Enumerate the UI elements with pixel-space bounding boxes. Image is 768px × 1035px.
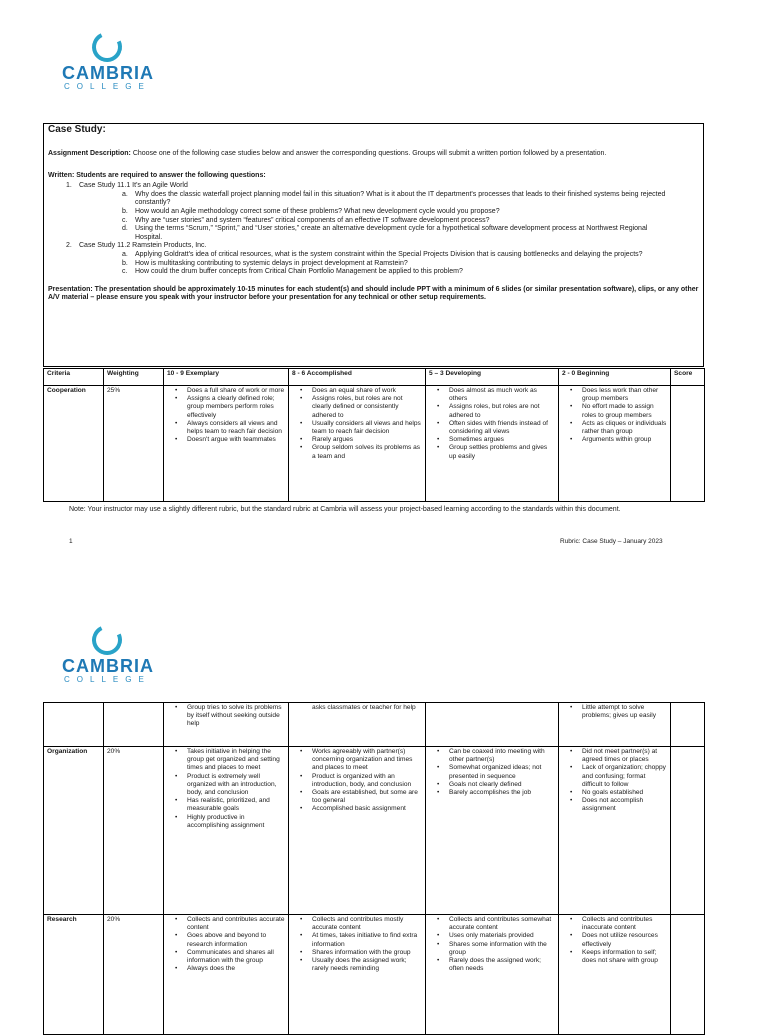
rubric-header-4: 5 – 3 Developing [426, 369, 559, 386]
bullet-item: • Group settles problems and gives up easily [429, 444, 555, 460]
bullet-item: • Does an equal share of work [292, 387, 422, 395]
developing-cell [426, 915, 559, 1035]
footer-title: Rubric: Case Study – January 2023 [560, 538, 663, 545]
question-text: How is multitasking contributing to systemic delays in project development at Ramstein? [135, 259, 408, 267]
beginning-cell [559, 915, 671, 1035]
bullet-item: • Does almost as much work as others [429, 387, 555, 403]
score-cell[interactable] [671, 385, 705, 501]
bullet-item: • Barely accomplishes the job [429, 789, 555, 797]
college-logo-page2 [62, 625, 154, 684]
bullet-item: • Somewhat organized ideas; not presented in sequence [429, 764, 555, 780]
question-letter: a. [122, 190, 128, 198]
bullet-item: • Group seldom solves its problems as a team and [292, 444, 422, 460]
weighting-cell: 20% [104, 747, 164, 915]
question-item [79, 225, 703, 242]
list-number: 1. [66, 182, 72, 190]
score-cell[interactable] [671, 703, 705, 747]
bullet-item: • Can be coaxed into meeting with other partner(s) [429, 748, 555, 764]
rubric-header-row [44, 369, 705, 386]
exemplary-cell [164, 915, 289, 1035]
bullet-list [167, 748, 285, 830]
bullet-item: • Goals are established, but some are too general [292, 789, 422, 805]
bullet-item: • Collects and contributes somewhat accurate content [429, 916, 555, 932]
question-letter: b. [122, 207, 128, 215]
bullet-item: • Shares some information with the group [429, 941, 555, 957]
bullet-item: • Does less work than other group members [562, 387, 667, 403]
bullet-item: • Often sides with friends instead of considering all views [429, 420, 555, 436]
bullet-item: • No goals established [562, 789, 667, 797]
bullet-list [167, 387, 285, 444]
developing-cell [426, 747, 559, 915]
bullet-list [429, 387, 555, 461]
bullet-list [292, 387, 422, 461]
developing-cell [426, 385, 559, 501]
bullet-list [167, 916, 285, 973]
case-study-box [43, 123, 704, 367]
logo-wordmark: CAMBRIA [62, 656, 154, 676]
bullet-item: • Sometimes argues [429, 436, 555, 444]
criteria-cell: Research [44, 915, 104, 1035]
bullet-item: • Collects and contributes mostly accurate content [292, 916, 422, 932]
bullet-item: • Collects and contributes accurate content [167, 916, 285, 932]
question-letter: c. [122, 216, 128, 224]
case-study-title: Case Study: [48, 124, 106, 135]
bullet-list [429, 916, 555, 973]
written-heading: Written: Students are required to answer the following questions: [48, 171, 266, 179]
bullet-item: • Product is organized with an introduction, body, and conclusion [292, 773, 422, 789]
bullet-item: • Group tries to solve its problems by itself without seeking outside help [167, 704, 285, 729]
accomplished-cell [289, 915, 426, 1035]
bullet-list [562, 387, 667, 444]
score-cell[interactable] [671, 747, 705, 915]
criteria-cell: Organization [44, 747, 104, 915]
bullet-item: • Doesn't argue with teammates [167, 436, 285, 444]
bullet-item: • No effort made to assign roles to group members [562, 403, 667, 419]
rubric-row-cooperation-continued [44, 703, 705, 747]
beginning-cell [559, 703, 671, 747]
question-text: Why are “user stories” and system “features” critical components of an effective IT software development process? [135, 216, 490, 224]
bullet-item: • Does a full share of work or more [167, 387, 285, 395]
logo-mark-icon [88, 28, 126, 66]
bullet-item: • Usually does the assigned work; rarely needs reminding [292, 957, 422, 973]
weighting-cell: 25% [104, 385, 164, 501]
bullet-item: • At times, takes initiative to find extra information [292, 932, 422, 948]
question-letter: b. [122, 259, 128, 267]
case-study-list [44, 182, 703, 277]
accomplished-cell: asks classmates or teacher for help [289, 703, 426, 747]
rubric-header-5: 2 - 0 Beginning [559, 369, 671, 386]
bullet-item: • Usually considers all views and helps team to reach fair decision [292, 420, 422, 436]
question-text: How would an Agile methodology correct some of these problems? What new development cycle would you propose? [135, 207, 500, 215]
question-letter: a. [122, 250, 128, 258]
bullet-list [562, 916, 667, 965]
bullet-item: • Assigns a clearly defined role; group members perform roles effectively [167, 395, 285, 420]
exemplary-cell [164, 703, 289, 747]
question-item [79, 260, 703, 269]
exemplary-cell [164, 385, 289, 501]
exemplary-cell [164, 747, 289, 915]
rubric-header-0: Criteria [44, 369, 104, 386]
bullet-item: • Acts as cliques or individuals rather than group [562, 420, 667, 436]
question-item [79, 251, 703, 260]
rubric-row-cooperation [44, 385, 705, 501]
question-letter: c. [122, 268, 128, 276]
weighting-cell: 20% [104, 915, 164, 1035]
bullet-item: • Goals not clearly defined [429, 781, 555, 789]
weighting-cell [104, 703, 164, 747]
bullet-item: • Assigns roles, but roles are not adhered to [429, 403, 555, 419]
bullet-item: • Shares information with the group [292, 949, 422, 957]
bullet-list [562, 704, 667, 720]
accomplished-cell [289, 747, 426, 915]
bullet-item: • Communicates and shares all information with the group [167, 949, 285, 965]
logo-wordmark: CAMBRIA [62, 63, 154, 83]
bullet-item: • Lack of organization; choppy and confusing; format difficult to follow [562, 764, 667, 789]
bullet-item: • Uses only materials provided [429, 932, 555, 940]
bullet-item: • Does not utilize resources effectively [562, 932, 667, 948]
bullet-item: • Takes initiative in helping the group get organized and setting times and places to meet [167, 748, 285, 773]
bullet-list [167, 704, 285, 729]
rubric-row-organization [44, 747, 705, 915]
question-letter: d. [122, 225, 128, 233]
bullet-list [429, 748, 555, 797]
bullet-item: • Little attempt to solve problems; gives up easily [562, 704, 667, 720]
case-study-item [44, 242, 703, 276]
bullet-item: • Goes above and beyond to research information [167, 932, 285, 948]
bullet-list [292, 748, 422, 814]
bullet-item: • Has realistic, prioritized, and measurable goals [167, 797, 285, 813]
rubric-header-2: 10 - 9 Exemplary [164, 369, 289, 386]
bullet-item: • Works agreeably with partner(s) concerning organization and times and places to meet [292, 748, 422, 773]
question-text: Why does the classic waterfall project planning model fail in this situation? What is it about the IT department's processes that leads to their finished systems being rejected constantly? [135, 190, 666, 207]
question-item [79, 268, 703, 277]
question-text: How could the drum buffer concepts from Critical Chain Portfolio Management be applied to this problem? [135, 268, 463, 276]
case-study-title: Case Study 11.2 Ramstein Products, Inc. [79, 242, 207, 250]
beginning-cell [559, 747, 671, 915]
question-item [79, 208, 703, 217]
bullet-item: • Rarely argues [292, 436, 422, 444]
criteria-cell: Cooperation [44, 385, 104, 501]
bullet-item: • Does not accomplish assignment [562, 797, 667, 813]
beginning-cell [559, 385, 671, 501]
rubric-table-continued [43, 702, 705, 1035]
developing-cell [426, 703, 559, 747]
bullet-item: • Collects and contributes inaccurate content [562, 916, 667, 932]
rubric-table [43, 368, 705, 502]
rubric-header-1: Weighting [104, 369, 164, 386]
page-number: 1 [69, 538, 73, 545]
question-item [79, 191, 703, 208]
bullet-item: • Accomplished basic assignment [292, 805, 422, 813]
bullet-list [562, 748, 667, 814]
bullet-item: • Did not meet partner(s) at agreed times or places [562, 748, 667, 764]
criteria-cell [44, 703, 104, 747]
list-number: 2. [66, 242, 72, 250]
accomplished-cell [289, 385, 426, 501]
bullet-item: • Highly productive in accomplishing assignment [167, 814, 285, 830]
bullet-item: • Always does the [167, 965, 285, 973]
bullet-item: • Always considers all views and helps team to reach fair decision [167, 420, 285, 436]
rubric-header-3: 8 - 6 Accomplished [289, 369, 426, 386]
logo-subtitle: COLLEGE [64, 82, 151, 91]
college-logo [62, 32, 154, 91]
case-study-title: Case Study 11.1 It's an Agile World [79, 182, 188, 190]
rubric-note: Note: Your instructor may use a slightly different rubric, but the standard rubric at Cambria will assess your project-based learning according to the standards within this document. [69, 506, 621, 513]
bullet-list [292, 916, 422, 973]
bullet-item: • Keeps information to self; does not share with group [562, 949, 667, 965]
bullet-item: • Rarely does the assigned work; often needs [429, 957, 555, 973]
question-item [79, 217, 703, 226]
bullet-item: • Assigns roles, but roles are not clearly defined or consistently adhered to [292, 395, 422, 420]
rubric-row-research [44, 915, 705, 1035]
bullet-item: • Arguments within group [562, 436, 667, 444]
logo-subtitle: COLLEGE [64, 675, 151, 684]
assignment-description: Assignment Description: Choose one of the following case studies below and answer the corresponding questions. Groups will submit a written portion followed by a presentation. [48, 150, 607, 157]
case-study-item [44, 182, 703, 242]
question-text: Using the terms “Scrum,” “Sprint,” and “User stories,” create an alternative development cycle for a hypothetical software development process at Northwest Regional Hospital. [135, 225, 648, 241]
question-text: Applying Goldratt's idea of critical resources, what is the system constraint within the Special Projects Division that is causing bottlenecks and delaying the projects? [135, 250, 643, 258]
logo-mark-icon [88, 621, 126, 659]
presentation-requirements: Presentation: The presentation should be approximately 10-15 minutes for each student(s) and should include PPT with a minimum of 6 slides (or similar presentation software), clips, or any other A/V material – please ensure you speak with your instructor before your presentation for any technical or other setup requirements. [48, 285, 699, 302]
rubric-header-6: Score [671, 369, 705, 386]
score-cell[interactable] [671, 915, 705, 1035]
bullet-item: • Product is extremely well organized with an introduction, body, and conclusion [167, 773, 285, 798]
